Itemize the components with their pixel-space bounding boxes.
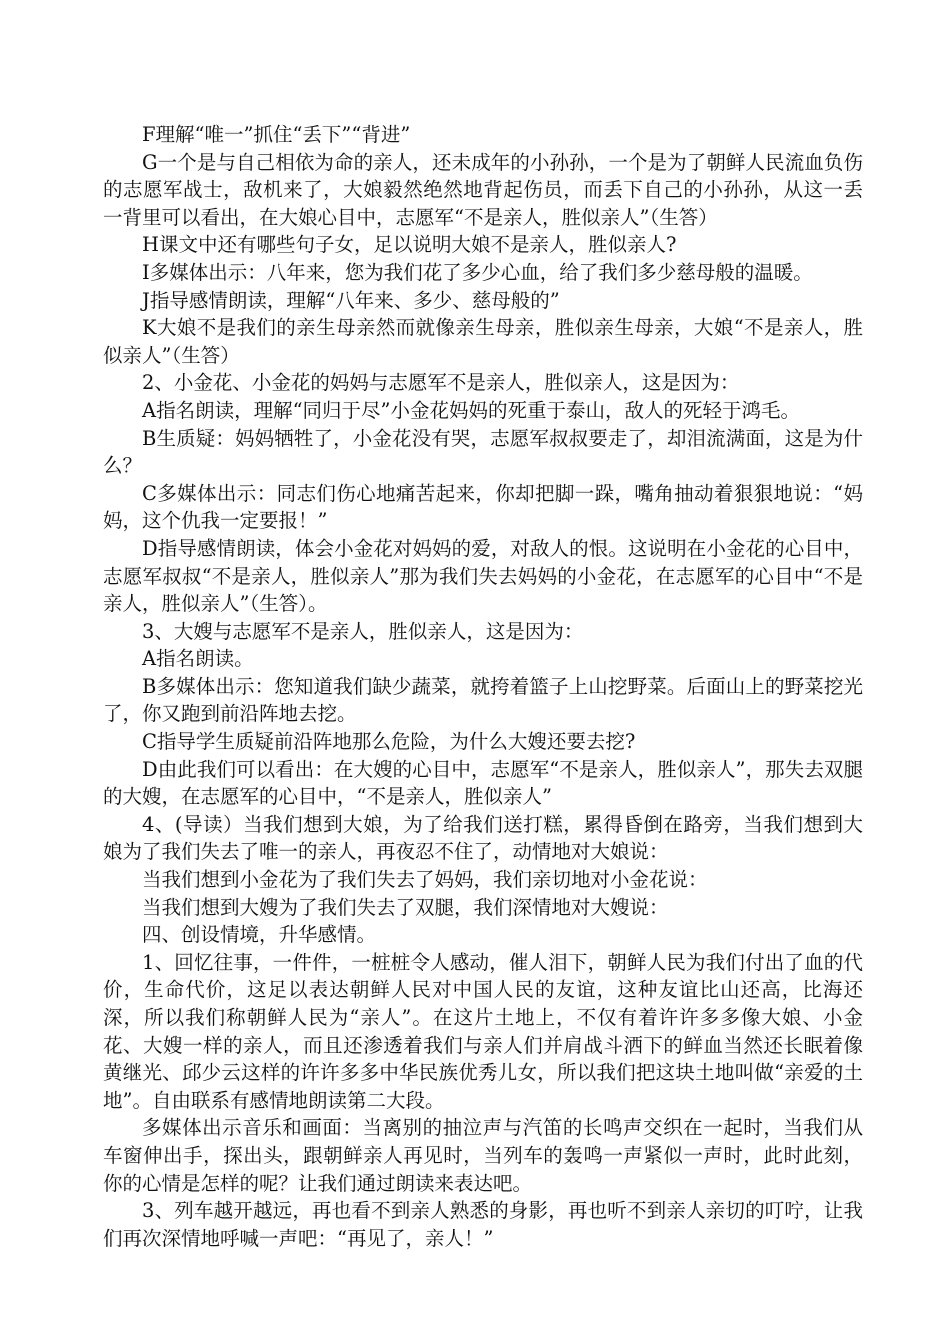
paragraph-3c: C指导学生质疑前沿阵地那么危险，为什么大嫂还要去挖?: [142, 730, 636, 754]
paragraph-farewell: 3、列车越开越远，再也看不到亲人熟悉的身影，再也听不到亲人亲切的叮咛，让我们再次深情地呼喊一声吧：“再见了，亲人！”: [103, 1199, 863, 1250]
paragraph-j: J指导感情朗读，理解“八年来、多少、慈母般的”: [142, 288, 560, 312]
paragraph-3d: D由此我们可以看出：在大嫂的心目中，志愿军“不是亲人，胜似亲人”，那失去双腿的大嫂，在志愿军的心目中，“不是亲人，胜似亲人”: [103, 757, 863, 809]
paragraph-i: I多媒体出示：八年来，您为我们花了多少心血，给了我们多少慈母般的温暖。: [142, 260, 813, 284]
section-2-heading: 2、小金花、小金花的妈妈与志愿军不是亲人，胜似亲人，这是因为：: [142, 371, 740, 395]
paragraph-2b: B生质疑：妈妈牺牲了，小金花没有哭，志愿军叔叔要走了，却泪流满面，这是为什么？: [103, 426, 863, 478]
paragraph-3a: A指名朗读。: [142, 647, 254, 671]
paragraph-f: F理解“唯一”抓住“丢下”“背进”: [142, 123, 411, 146]
part-4-heading: 四、创设情境，升华感情。: [142, 923, 377, 947]
paragraph-xiaojinhua: 当我们想到小金花为了我们失去了妈妈，我们亲切地对小金花说：: [142, 868, 708, 892]
paragraph-recall: 1、回忆往事，一件件，一桩桩令人感动，催人泪下，朝鲜人民为我们付出了血的代价，生命代价，这足以表达朝鲜人民对中国人民的友谊，这种友谊比山还高，比海还深，所以我们称朝鲜人民为“亲人”。在这片土地上，不仅有着许许多多像大娘、小金花、大嫂一样的亲人，而且还渗透着我们与亲人们并肩战斗洒下的鲜血当然还长眠着像黄继光、邱少云这样的许许多多中华民族优秀儿女，所以我们把这块土地叫做“亲爱的土地”。自由联系有感情地朗读第二大段。: [103, 950, 863, 1112]
paragraph-2c: C多媒体出示：同志们伤心地痛苦起来，你却把脚一跺，嘴角抽动着狠狠地说：“妈妈，这个仇我一定要报！”: [103, 481, 863, 533]
section-3-heading: 3、大嫂与志愿军不是亲人，胜似亲人，这是因为：: [142, 619, 584, 643]
paragraph-h: H课文中还有哪些句子女，足以说明大娘不是亲人，胜似亲人?: [142, 233, 677, 257]
paragraph-3b: B多媒体出示：您知道我们缺少蔬菜，就挎着篮子上山挖野菜。后面山上的野菜挖光了，你又跑到前沿阵地去挖。: [103, 674, 863, 726]
paragraph-2d: D指导感情朗读，体会小金花对妈妈的爱，对敌人的恨。这说明在小金花的心目中，志愿军叔叔“不是亲人，胜似亲人”那为我们失去妈妈的小金花，在志愿军的心目中“不是亲人，胜似亲人”（生答）。: [103, 536, 863, 616]
paragraph-g: G一个是与自己相依为命的亲人，还未成年的小孙孙，一个是为了朝鲜人民流血负伤的志愿军战士，敌机来了，大娘毅然绝然地背起伤员，而丢下自己的小孙孙，从这一丢一背里可以看出，在大娘心目中，志愿军“不是亲人，胜似亲人”（生答）: [103, 150, 863, 229]
paragraph-multimedia: 多媒体出示音乐和画面：当离别的抽泣声与汽笛的长鸣声交织在一起时，当我们从车窗伸出手，探出头，跟朝鲜亲人再见时，当列车的轰鸣一声紧似一声时，此时此刻，你的心情是怎样的呢？让我们通过朗读来表达吧。: [103, 1116, 863, 1195]
paragraph-2a: A指名朗读，理解“同归于尽”小金花妈妈的死重于泰山，敌人的死轻于鸿毛。: [142, 398, 801, 422]
section-4-lead: 4、(导读）当我们想到大娘，为了给我们送打糕，累得昏倒在路旁，当我们想到大娘为了我们失去了唯一的亲人，再夜忍不住了，动情地对大娘说：: [103, 812, 863, 864]
paragraph-dasao: 当我们想到大嫂为了我们失去了双腿，我们深情地对大嫂说：: [142, 895, 669, 919]
paragraph-k: K大娘不是我们的亲生母亲然而就像亲生母亲，胜似亲生母亲，大娘“不是亲人，胜似亲人”（生答）: [103, 316, 863, 367]
document-body: [103, 121, 863, 1252]
